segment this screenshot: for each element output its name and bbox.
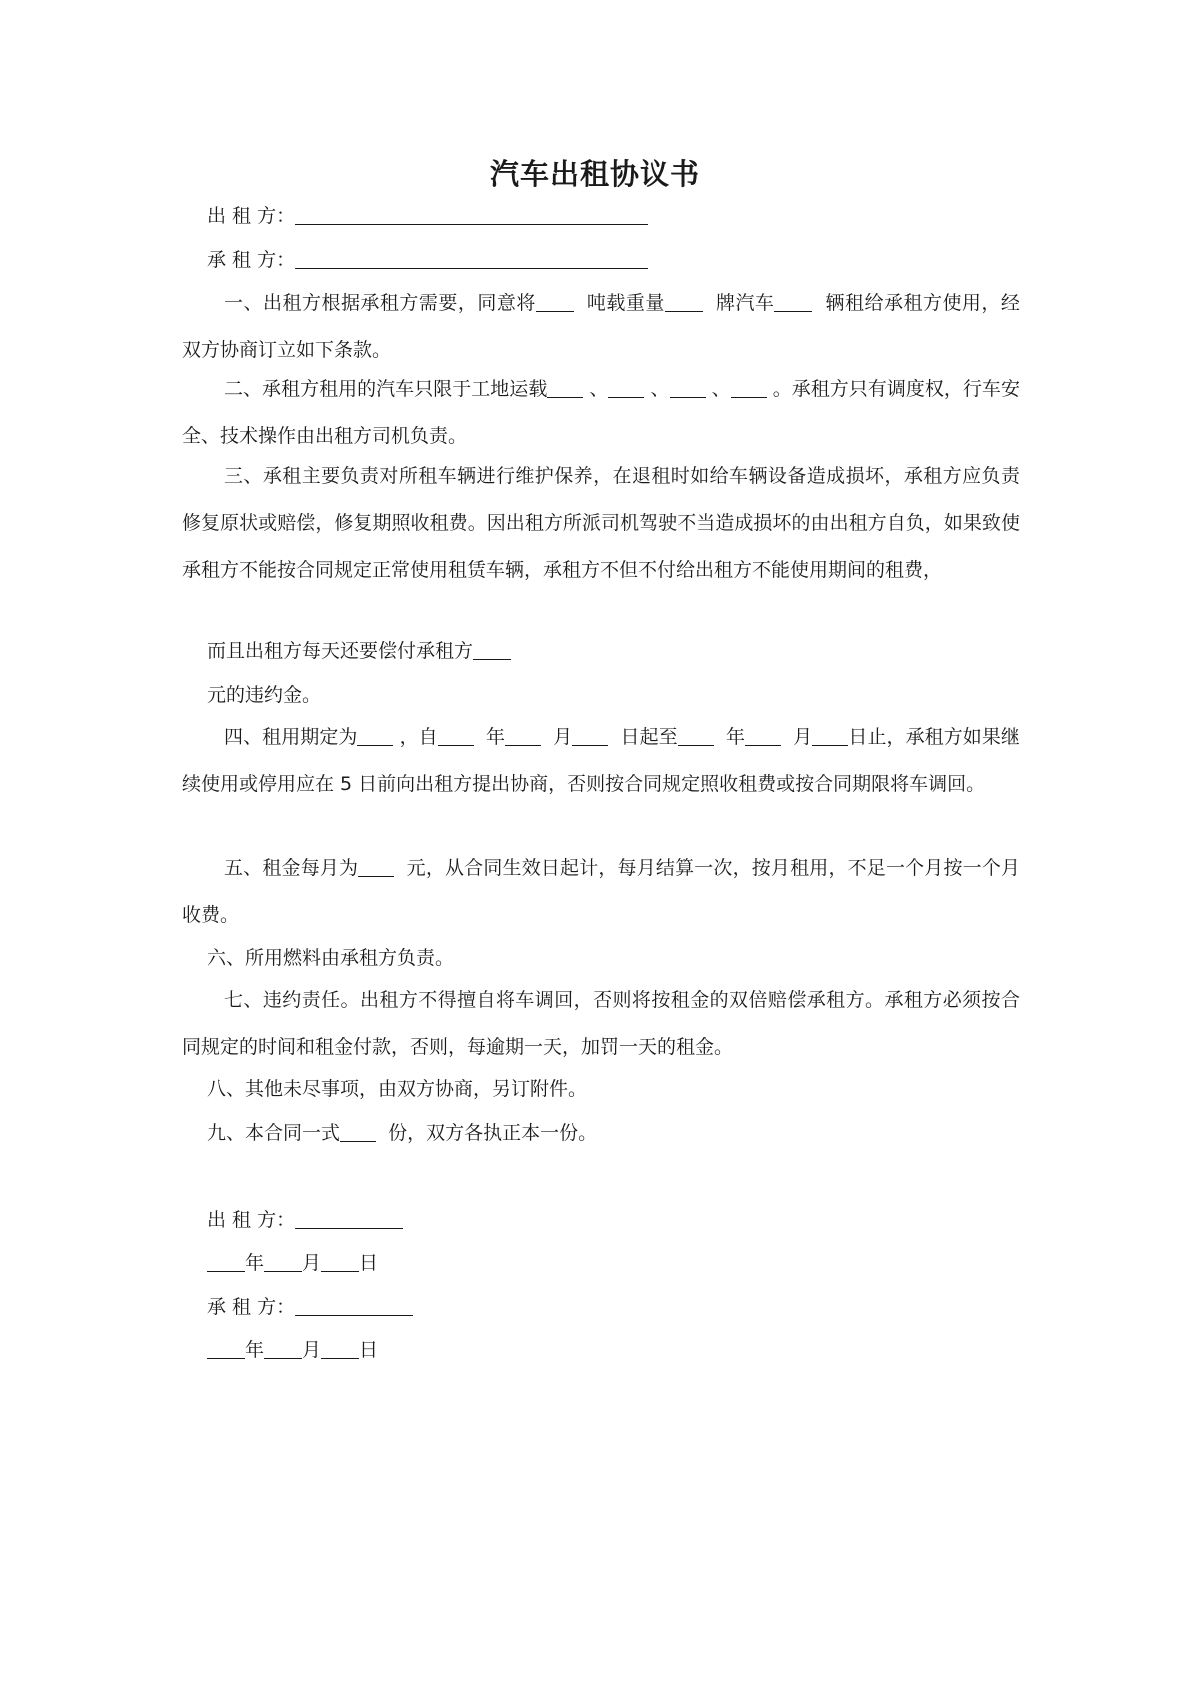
- clause-7-text: 七、违约责任。出租方不得擅自将车调回，否则将按租金的双倍赔偿承租方。承租方必须按合同规定的时间和租金付款，否则，每逾期一天，加罚一天的租金。: [182, 989, 1020, 1058]
- clause-2-text-a: 二、承租方租用的汽车只限于工地运载: [224, 378, 548, 400]
- clause-6: [207, 946, 454, 970]
- clause-1-text-d: 辆租给承租方使用，经双方协商订立如下条款。: [182, 292, 1020, 361]
- signature-lessor-day-label: 日: [359, 1252, 379, 1274]
- signature-lessee-year-label: 年: [245, 1339, 265, 1361]
- clause-8-text: 八、其他未尽事项，由双方协商，另订附件。: [207, 1078, 588, 1100]
- signature-lessor-month-label: 月: [302, 1252, 322, 1274]
- signature-lessor-line: [207, 1208, 403, 1232]
- clause-9: [207, 1121, 597, 1145]
- clause-4-year-2: 年: [725, 726, 746, 748]
- signature-lessee-month-blank[interactable]: [264, 1338, 302, 1359]
- clause-1-text-b: 吨载重量: [586, 292, 665, 314]
- clause-6-text: 六、所用燃料由承租方负责。: [207, 947, 455, 969]
- clause-4-month-1: 月: [553, 726, 573, 748]
- clause-5-text-a: 五、租金每月为: [224, 857, 359, 879]
- clause-4: [182, 714, 1020, 808]
- signature-lessor-date: [207, 1251, 378, 1275]
- clause-2-text-b: 。承租方只有调度权，行车安全、技术操作由出租方司机负责。: [182, 378, 1020, 447]
- clause-4-blank-end-month[interactable]: [745, 725, 781, 746]
- header-lessee-label: 承 租 方：: [207, 249, 296, 271]
- signature-lessee-month-label: 月: [302, 1339, 322, 1361]
- clause-9-text-b: 份，双方各执正本一份。: [388, 1122, 598, 1144]
- clause-2-sep-1: 、: [589, 378, 609, 400]
- clause-8: [207, 1077, 587, 1101]
- clause-1: [182, 280, 1020, 374]
- clause-5-text-b: 元，从合同生效日起计，每月结算一次，按月租用，不足一个月按一个月收费。: [182, 857, 1020, 926]
- clause-1-text-a: 一、出租方根据承租方需要，同意将: [224, 292, 536, 314]
- signature-lessor-year-label: 年: [245, 1252, 265, 1274]
- clause-5-blank-rent[interactable]: [358, 856, 394, 877]
- clause-9-blank-copies[interactable]: [340, 1121, 376, 1142]
- header-lessor-blank[interactable]: [295, 204, 648, 225]
- signature-lessor-label: 出 租 方：: [207, 1209, 296, 1231]
- clause-4-month-2: 月: [793, 726, 813, 748]
- header-lessor-line: [207, 204, 648, 228]
- header-lessee-line: [207, 248, 648, 272]
- signature-lessee-year-blank[interactable]: [207, 1338, 245, 1359]
- clause-4-year-1: 年: [485, 726, 506, 748]
- header-lessor-label: 出 租 方：: [207, 205, 296, 227]
- clause-4-text-a: 四、租用期定为: [224, 726, 358, 748]
- clause-2-sep-2: 、: [650, 378, 670, 400]
- clause-3-penalty-blank[interactable]: [473, 639, 511, 660]
- header-lessee-blank[interactable]: [295, 248, 648, 269]
- signature-lessee-day-label: 日: [359, 1339, 379, 1361]
- signature-lessor-year-blank[interactable]: [207, 1251, 245, 1272]
- clause-3-penalty-line: [207, 639, 511, 663]
- clause-1-blank-1[interactable]: [536, 291, 574, 312]
- signature-lessee-line: [207, 1295, 413, 1319]
- clause-2-blank-3[interactable]: [670, 377, 706, 398]
- document-title: 汽车出租协议书: [489, 157, 700, 191]
- clause-4-text-h: 日止，承租方如果继续使用或停用应在 5 日前向出租方提出协商，否则按合同规定照收租费或按合同期限将车调回。: [182, 726, 1020, 795]
- clause-4-blank-end-year[interactable]: [678, 725, 714, 746]
- clause-7: [182, 977, 1020, 1071]
- signature-lessee-blank[interactable]: [295, 1295, 413, 1316]
- clause-2-blank-4[interactable]: [731, 377, 767, 398]
- clause-4-text-b: ，自: [399, 726, 438, 748]
- clause-1-blank-3[interactable]: [774, 291, 812, 312]
- clause-4-text-e: 日起至: [620, 726, 678, 748]
- clause-3-penalty-text: 而且出租方每天还要偿付承租方: [207, 640, 474, 662]
- clause-3: [182, 453, 1020, 594]
- signature-lessor-blank[interactable]: [295, 1208, 403, 1229]
- clause-2-blank-2[interactable]: [608, 377, 644, 398]
- clause-4-blank-start-day[interactable]: [572, 725, 608, 746]
- clause-2-blank-1[interactable]: [547, 377, 583, 398]
- signature-lessor-day-blank[interactable]: [321, 1251, 359, 1272]
- clause-4-blank-start-month[interactable]: [505, 725, 541, 746]
- clause-5: [182, 845, 1020, 939]
- signature-lessee-date: [207, 1338, 378, 1362]
- clause-1-text-c: 牌汽车: [715, 292, 775, 314]
- signature-lessor-month-blank[interactable]: [264, 1251, 302, 1272]
- signature-lessee-label: 承 租 方：: [207, 1296, 296, 1318]
- clause-3-penalty-unit-line: [207, 683, 321, 707]
- clause-2: [182, 366, 1020, 460]
- clause-4-blank-term[interactable]: [357, 725, 393, 746]
- clause-4-blank-start-year[interactable]: [438, 725, 474, 746]
- clause-3-penalty-unit: 元的违约金。: [207, 684, 322, 706]
- clause-9-text-a: 九、本合同一式: [207, 1122, 341, 1144]
- clause-3-text: 三、承租主要负责对所租车辆进行维护保养，在退租时如给车辆设备造成损坏，承租方应负责修复原状或赔偿，修复期照收租费。因出租方所派司机驾驶不当造成损坏的由出租方自负，如果致使承租方不能按合同规定正常使用租赁车辆，承租方不但不付给出租方不能使用期间的租费，: [182, 465, 1020, 581]
- clause-1-blank-2[interactable]: [665, 291, 703, 312]
- clause-2-sep-3: 、: [711, 378, 731, 400]
- signature-lessee-day-blank[interactable]: [321, 1338, 359, 1359]
- clause-4-blank-end-day[interactable]: [812, 725, 848, 746]
